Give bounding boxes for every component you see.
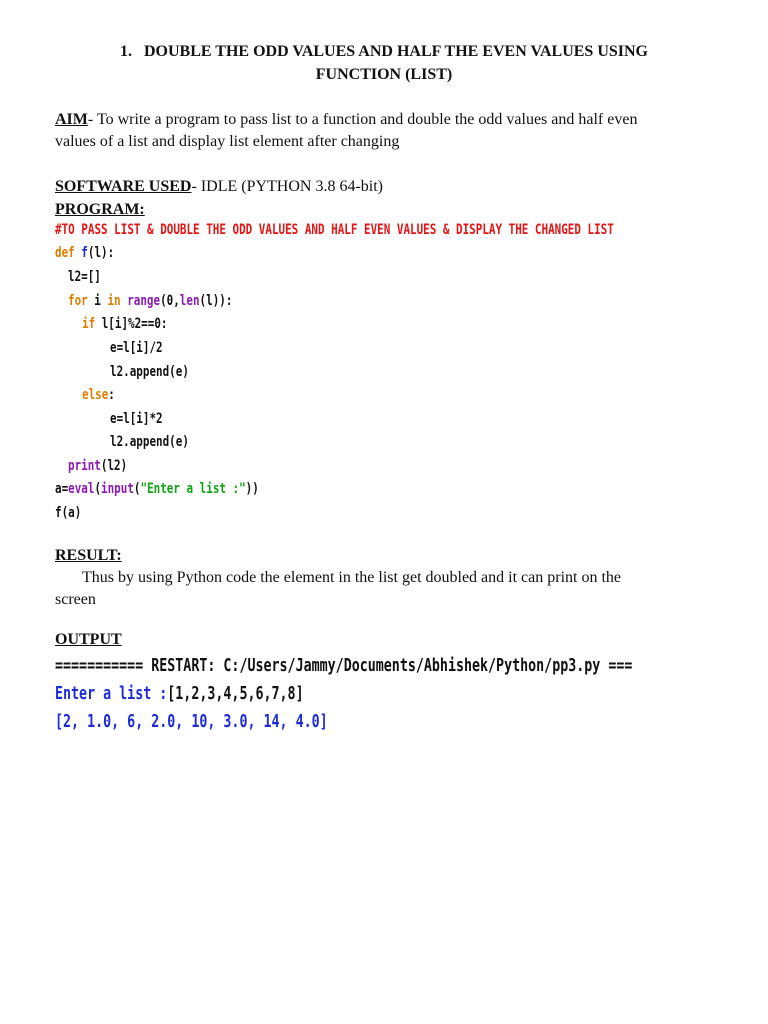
code-keyword: else bbox=[82, 387, 109, 403]
output-label: OUTPUT bbox=[55, 631, 122, 648]
code-builtin: print bbox=[68, 458, 101, 474]
code-line-11 bbox=[55, 481, 259, 497]
code-line-6: l2.append(e) bbox=[110, 364, 189, 380]
code-text: ( bbox=[133, 481, 141, 497]
code-line-4 bbox=[82, 316, 167, 332]
aim-text-1: To write a program to pass list to a function and double the odd values and half even bbox=[96, 111, 638, 128]
code-keyword: in bbox=[107, 293, 121, 309]
code-keyword: def bbox=[55, 245, 82, 261]
code-line-1 bbox=[55, 245, 114, 261]
result-label: RESULT: bbox=[55, 547, 122, 564]
code-line-3 bbox=[68, 293, 232, 309]
code-line-12: f(a) bbox=[55, 505, 82, 521]
code-line-10 bbox=[68, 458, 127, 474]
code-builtin: len bbox=[179, 293, 200, 309]
code-line-2: l2=[] bbox=[68, 269, 101, 285]
code-function-name: f bbox=[81, 245, 88, 261]
result-text-1: Thus by using Python code the element in the list get doubled and it can print on the bbox=[82, 569, 622, 586]
aim-label: AIM bbox=[55, 111, 88, 128]
code-builtin: range bbox=[127, 293, 161, 309]
code-text: (l): bbox=[87, 245, 115, 261]
aim-text-2: values of a list and display list element after changing bbox=[55, 133, 400, 150]
output-result-line: [2, 1.0, 6, 2.0, 10, 3.0, 14, 4.0] bbox=[55, 711, 328, 732]
output-prompt: Enter a list : bbox=[55, 683, 168, 704]
code-string: "Enter a list :" bbox=[140, 481, 246, 497]
aim-sep: - bbox=[87, 111, 97, 128]
code-text: (0, bbox=[160, 293, 180, 309]
program-label: PROGRAM: bbox=[55, 201, 145, 218]
code-text: : bbox=[108, 387, 115, 403]
code-builtin: input bbox=[101, 481, 134, 497]
code-text: (l2) bbox=[100, 458, 128, 474]
title-number: 1. bbox=[120, 43, 132, 60]
code-line-8: e=l[i]*2 bbox=[110, 411, 163, 427]
software-value: IDLE (PYTHON 3.8 64-bit) bbox=[200, 178, 384, 195]
software-sep: - bbox=[191, 178, 201, 195]
code-text: l[i]%2==0: bbox=[95, 316, 168, 332]
code-line-7 bbox=[82, 387, 115, 403]
code-keyword: for bbox=[68, 293, 88, 309]
software-label: SOFTWARE USED bbox=[55, 178, 192, 195]
code-builtin: eval bbox=[68, 481, 95, 497]
output-input-value: [1,2,3,4,5,6,7,8] bbox=[167, 683, 304, 704]
aim-line-1 bbox=[55, 111, 637, 129]
code-text: )) bbox=[245, 481, 259, 497]
code-text: (l)): bbox=[199, 293, 233, 309]
title-text-1: DOUBLE THE ODD VALUES AND HALF THE EVEN VALUES USING bbox=[144, 43, 648, 60]
code-text: ( bbox=[94, 481, 102, 497]
code-comment: #TO PASS LIST & DOUBLE THE ODD VALUES AND HALF EVEN VALUES & DISPLAY THE CHANGED LIST bbox=[55, 222, 614, 238]
code-line-5: e=l[i]/2 bbox=[110, 340, 163, 356]
result-text-2: screen bbox=[55, 591, 96, 608]
output-restart-line: =========== RESTART: C:/Users/Jammy/Documents/Abhishek/Python/pp3.py === bbox=[55, 655, 633, 676]
output-input-line bbox=[55, 683, 304, 704]
title-line-2: FUNCTION (LIST) bbox=[315, 66, 453, 83]
code-text: i bbox=[87, 293, 108, 309]
code-text: a= bbox=[55, 481, 69, 497]
code-line-9: l2.append(e) bbox=[110, 434, 189, 450]
title-line-1 bbox=[0, 43, 768, 61]
code-keyword: if bbox=[82, 316, 96, 332]
software-line bbox=[55, 178, 383, 196]
